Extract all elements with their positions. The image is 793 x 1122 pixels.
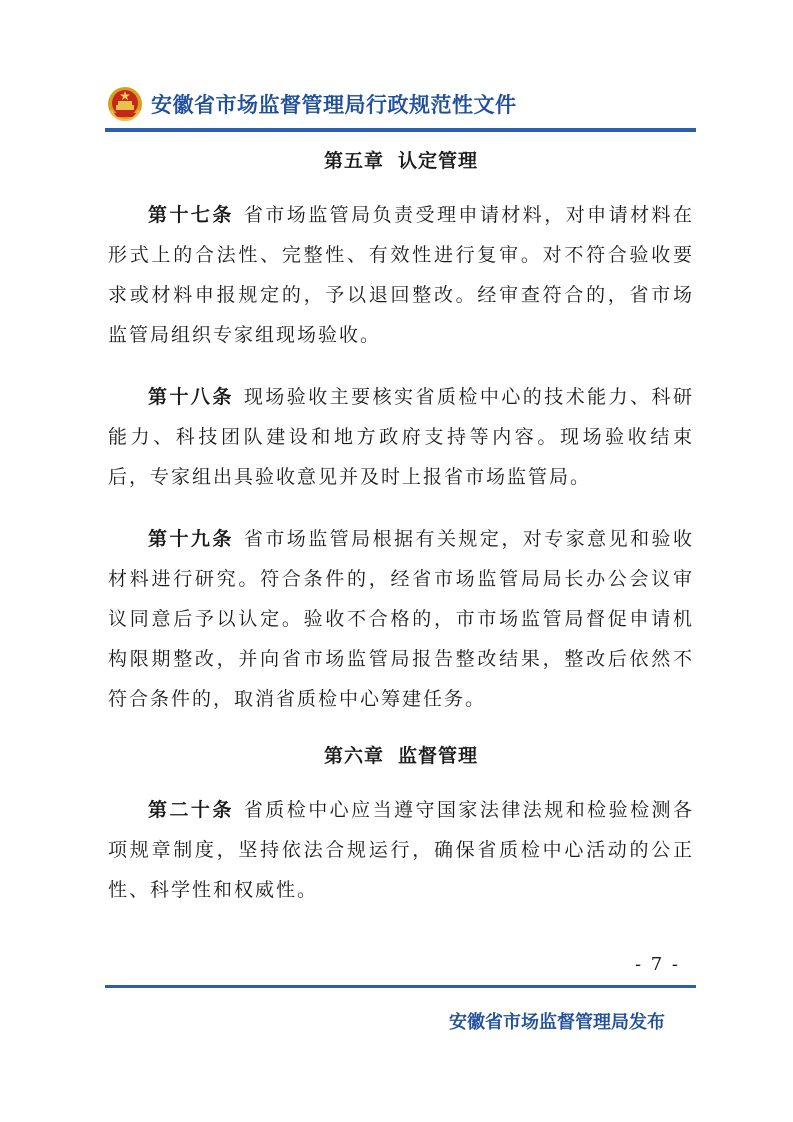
footer-publisher: 安徽省市场监督管理局发布 bbox=[449, 1012, 665, 1033]
article-paragraph bbox=[108, 519, 694, 719]
article-text: 省质检中心应当遵守国家法律法规和检验检测各项规章制度，坚持依法合规运行，确保省质检中心活动的公正性、科学性和权威性。 bbox=[108, 799, 694, 901]
chapter-title: 监督管理 bbox=[398, 745, 479, 767]
article-text: 省市场监管局根据有关规定，对专家意见和验收材料进行研究。符合条件的，经省市场监管局局长办公会议审议同意后予以认定。验收不合格的，市市场监管局督促申请机构限期整改，并向省市场监管局报告整改结果，整改后依然不符合条件的，取消省质检中心筹建任务。 bbox=[108, 528, 694, 710]
chapter-title: 认定管理 bbox=[398, 150, 479, 172]
footer-divider bbox=[105, 985, 696, 988]
national-emblem-icon bbox=[107, 86, 143, 122]
article-text: 现场验收主要核实省质检中心的技术能力、科研能力、科技团队建设和地方政府支持等内容。现场验收结束后，专家组出具验收意见并及时上报省市场监管局。 bbox=[108, 386, 694, 488]
chapter-number: 第五章 bbox=[323, 150, 384, 172]
article-number: 第十九条 bbox=[148, 528, 234, 550]
article-paragraph bbox=[108, 195, 694, 355]
chapter-heading bbox=[108, 146, 694, 173]
article-text: 省市场监管局负责受理申请材料，对申请材料在形式上的合法性、完整性、有效性进行复审。对不符合验收要求或材料申报规定的，予以退回整改。经审查符合的，省市场监管局组织专家组现场验收。 bbox=[108, 204, 694, 346]
article-paragraph bbox=[108, 377, 694, 497]
article-number: 第十八条 bbox=[148, 386, 234, 408]
document-header-title: 安徽省市场监督管理局行政规范性文件 bbox=[151, 93, 517, 117]
document-body bbox=[108, 140, 694, 932]
chapter-heading bbox=[108, 741, 694, 768]
page-number: - 7 - bbox=[634, 954, 680, 975]
article-paragraph bbox=[108, 790, 694, 910]
article-number: 第十七条 bbox=[148, 204, 234, 226]
chapter-number: 第六章 bbox=[323, 745, 384, 767]
header-divider bbox=[105, 128, 696, 132]
document-header bbox=[107, 84, 517, 124]
article-number: 第二十条 bbox=[148, 799, 234, 821]
